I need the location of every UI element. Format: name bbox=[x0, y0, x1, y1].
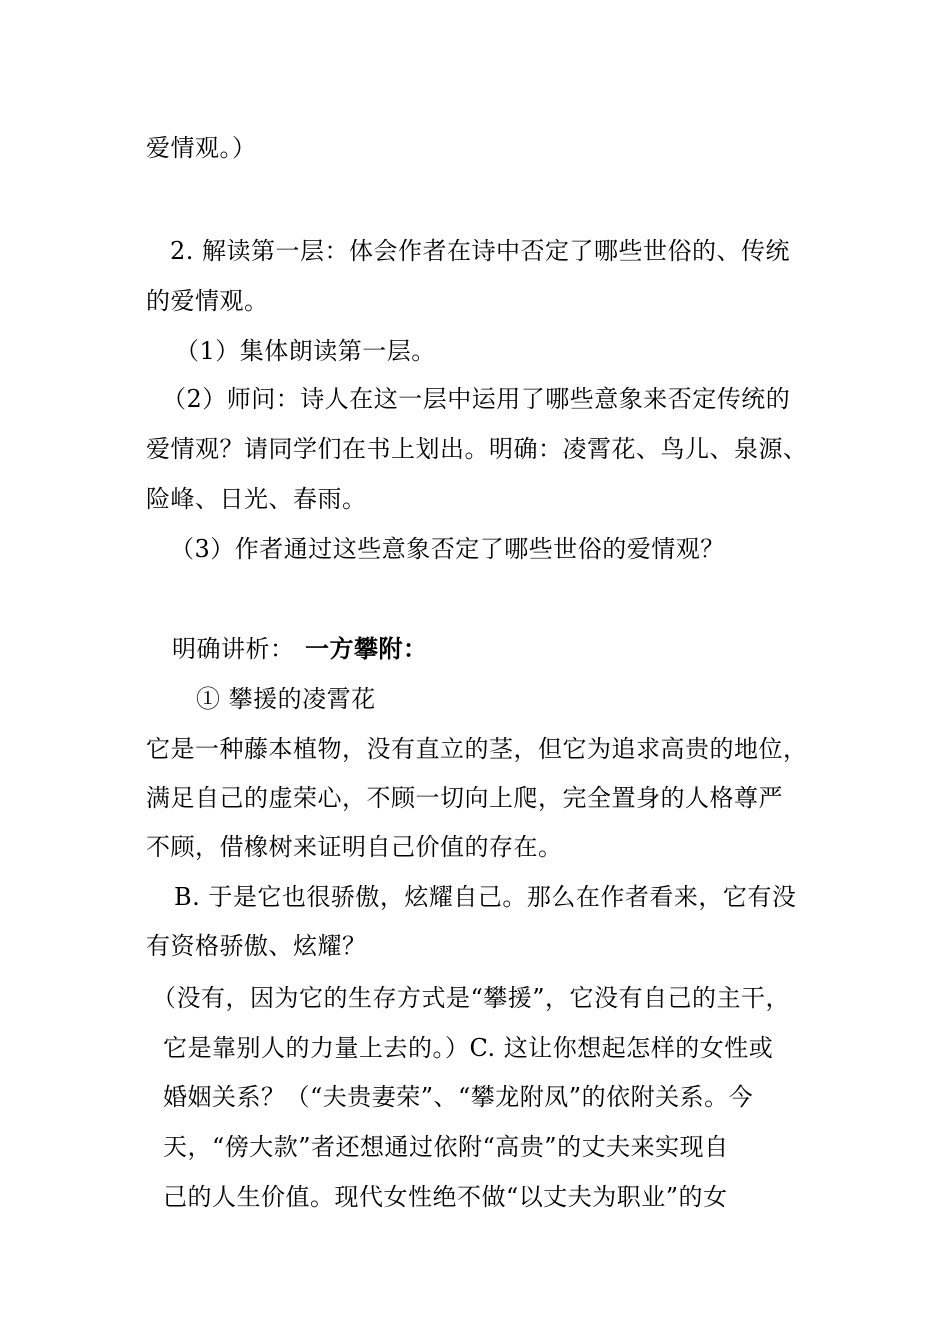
text-line: 明确讲析： bbox=[172, 635, 295, 663]
text-line: 爱情观？请同学们在书上划出。明确：凌霄花、鸟儿、泉源、 bbox=[146, 435, 808, 463]
text-line: 的爱情观。 bbox=[146, 287, 269, 315]
text-line: 爱情观。） bbox=[146, 134, 257, 162]
text-line: （没有，因为它的生存方式是“攀援”，它没有自己的主干， bbox=[152, 984, 791, 1012]
text-line: 满足自己的虚荣心，不顾一切向上爬，完全置身的人格尊严 bbox=[146, 784, 783, 812]
text-line: 不顾，借橡树来证明自己价值的存在。 bbox=[146, 833, 563, 861]
text-line: ① 攀援的凌霄花 bbox=[196, 685, 376, 713]
text-line: （3）作者通过这些意象否定了哪些世俗的爱情观？ bbox=[170, 535, 725, 563]
heading-text: 一方攀附： bbox=[305, 634, 428, 663]
text-line: 婚姻关系？（“夫贵妻荣”、“攀龙附凤”的依附关系。今 bbox=[163, 1083, 754, 1111]
text-line: 它是靠别人的力量上去的。）C. 这让你想起怎样的女性或 bbox=[163, 1034, 774, 1062]
text-line: 有资格骄傲、炫耀？ bbox=[146, 932, 367, 960]
text-line: 险峰、日光、春雨。 bbox=[146, 485, 367, 513]
text-line: 己的人生价值。现代女性绝不做“以丈夫为职业”的女 bbox=[163, 1183, 728, 1211]
text-line: （2）师问：诗人在这一层中运用了哪些意象来否定传统的 bbox=[162, 385, 791, 413]
text-line: 2. 解读第一层：体会作者在诗中否定了哪些世俗的、传统 bbox=[170, 237, 791, 265]
text-line: B. 于是它也很骄傲，炫耀自己。那么在作者看来，它有没 bbox=[174, 883, 797, 911]
text-line: （1）集体朗读第一层。 bbox=[175, 337, 436, 365]
text-line: 天，“傍大款”者还想通过依附“高贵”的丈夫来实现自 bbox=[163, 1133, 729, 1161]
text-line: 它是一种藤本植物，没有直立的茎，但它为追求高贵的地位， bbox=[146, 735, 808, 763]
